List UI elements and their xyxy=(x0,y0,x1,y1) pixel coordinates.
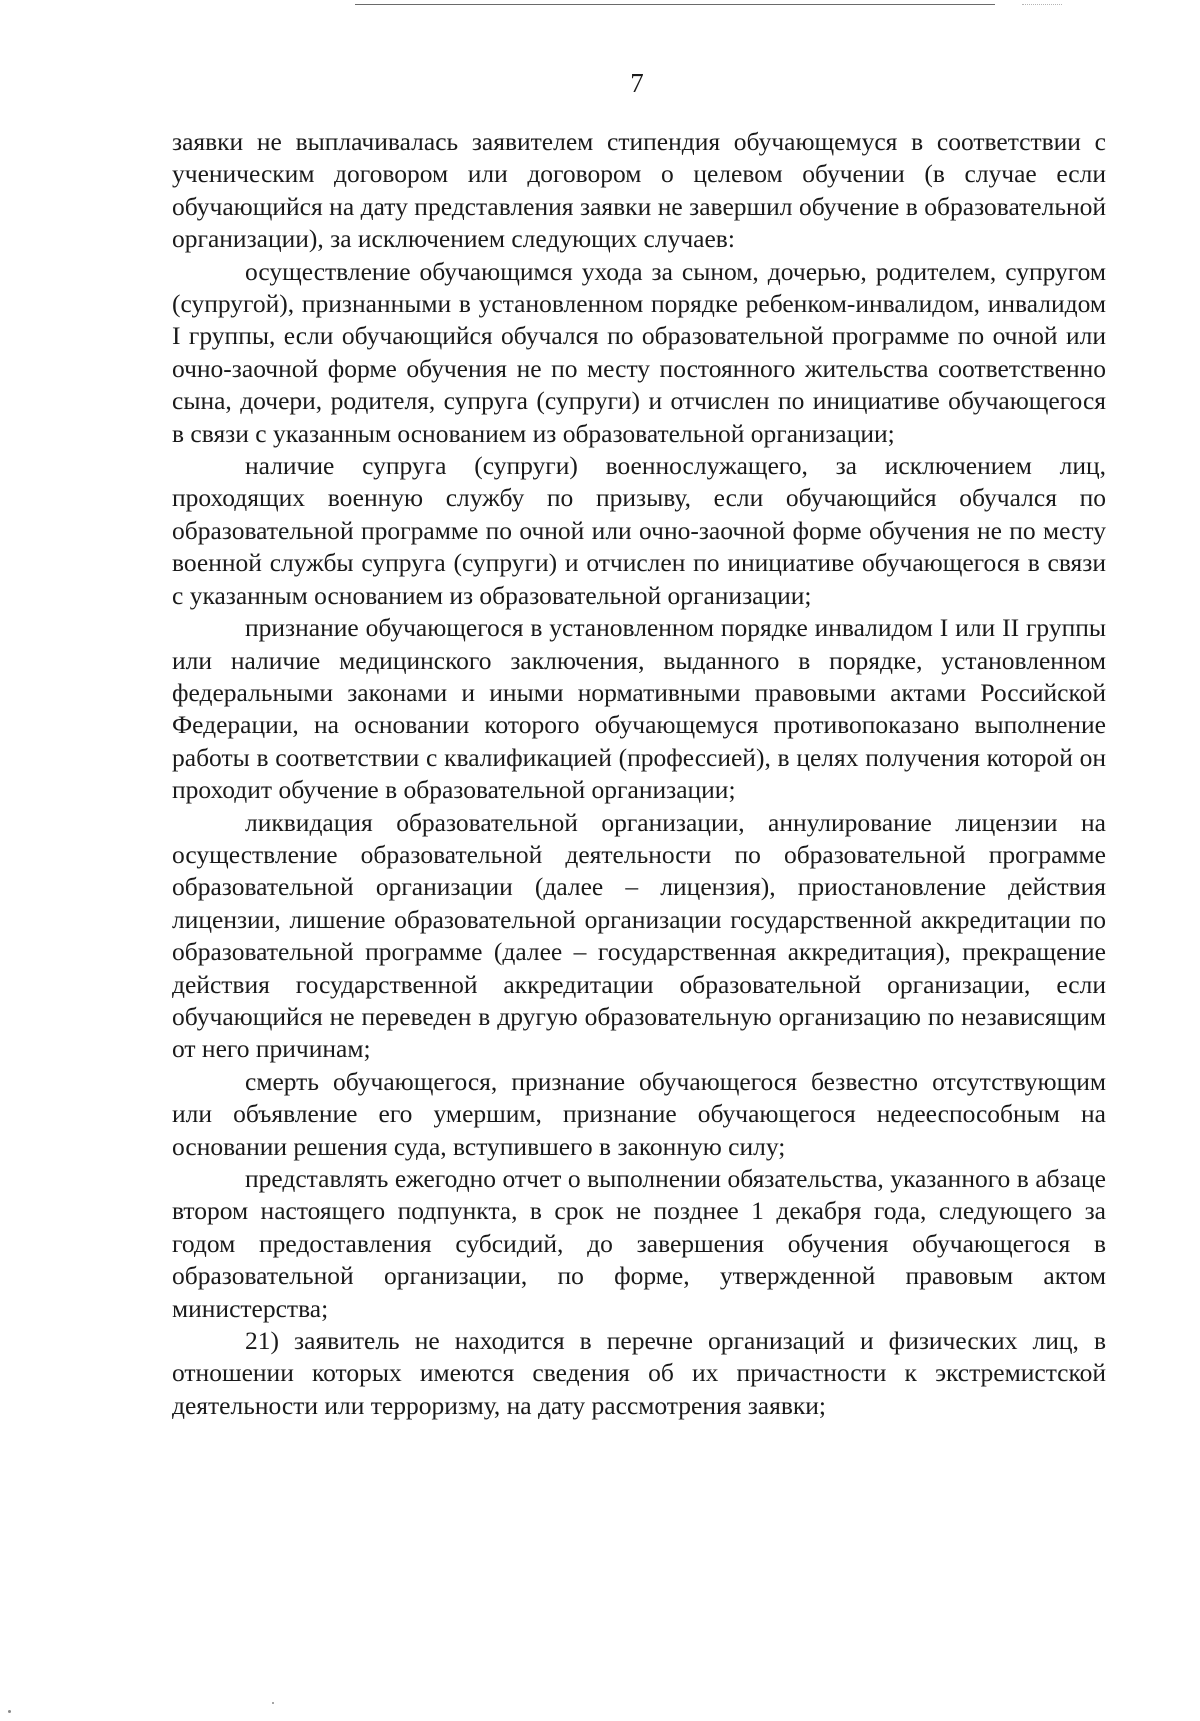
paragraph-disability: признание обучающегося в установленном порядке инвалидом I или II группы или наличие медицинского заключения, выданного в порядке, установленном федеральными законами и иными нормативными правовыми актами Российской Федерации, на основании которого обучающемуся противопоказано выполнение работы в соответствии с квалификацией (профессией), в целях получения которой он проходит обучение в образовательной организации; xyxy=(172,613,1106,805)
scan-speck xyxy=(8,1710,11,1713)
paragraph-liquidation: ликвидация образовательной организации, аннулирование лицензии на осуществление образовательной деятельности по образовательной программе образовательной организации (далее – лицензия), приостановление действия лицензии, лишение образовательной организации государственной аккредитации по образовательной программе (далее – государственная аккредитация), прекращение действия государственной аккредитации образовательной организации, если обучающийся не переведен в другую образовательную организацию по независящим от него причинам; xyxy=(172,807,1106,1064)
paragraph-item-21: 21) заявитель не находится в перечне организаций и физических лиц, в отношении которых имеются сведения об их причастности к экстремистской деятельности или терроризму, на дату рассмотрения заявки; xyxy=(172,1326,1106,1420)
document-body xyxy=(172,126,1106,1422)
scan-top-rule-tail xyxy=(1022,4,1062,5)
paragraph-child-care: осуществление обучающимся ухода за сыном, дочерью, родителем, супругом (супругой), признанными в установленном порядке ребенком-инвалидом, инвалидом I группы, если обучающийся обучался по образовательной программе по очной или очно-заочной форме обучения не по месту постоянного жительства соответственно сына, дочери, родителя, супруга (супруги) и отчислен по инициативе обучающегося в связи с указанным основанием из образовательной организации; xyxy=(172,256,1106,448)
scan-top-rule xyxy=(355,4,995,5)
page-number: 7 xyxy=(630,68,644,98)
paragraph-annual-report: представлять ежегодно отчет о выполнении обязательства, указанного в абзаце втором настоящего подпункта, в срок не позднее 1 декабря года, следующего за годом предоставления субсидий, до завершения обучения обучающегося в образовательной организации, по форме, утвержденной правовым актом министерства; xyxy=(172,1164,1106,1323)
paragraph-military-spouse: наличие супруга (супруги) военнослужащего, за исключением лиц, проходящих военную службу по призыву, если обучающийся обучался по образовательной программе по очной или очно-заочной форме обучения не по месту военной службы супруга (супруги) и отчислен по инициативе обучающегося в связи с указанным основанием из образовательной организации; xyxy=(172,451,1106,610)
paragraph-continuation: заявки не выплачивалась заявителем стипендия обучающемуся в соответствии с ученическим договором или договором о целевом обучении (в случае если обучающийся на дату представления заявки не завершил обучение в образовательной организации), за исключением следующих случаев: xyxy=(172,127,1106,254)
paragraph-death: смерть обучающегося, признание обучающегося безвестно отсутствующим или объявление его умершим, признание обучающегося недееспособным на основании решения суда, вступившего в законную силу; xyxy=(172,1066,1106,1161)
scan-speck xyxy=(272,1702,274,1704)
